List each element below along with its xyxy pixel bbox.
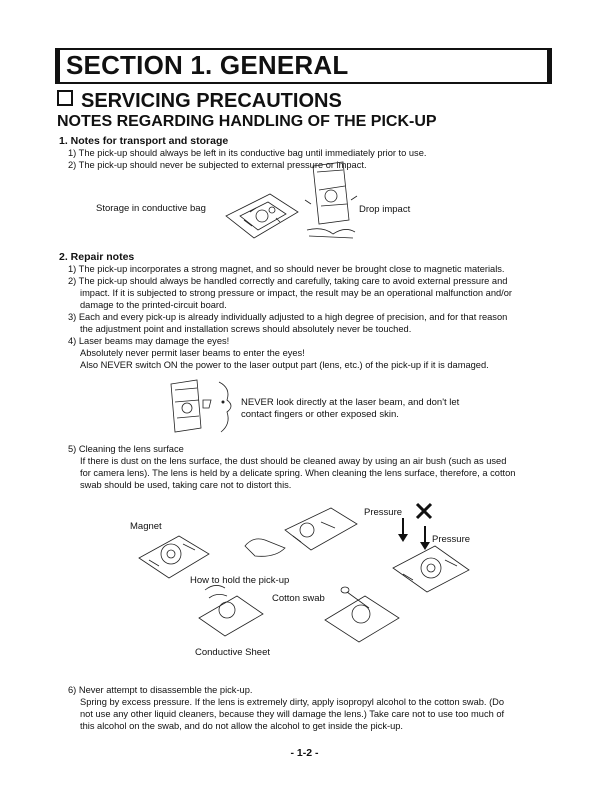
notes2-line-3: impact. If it is subjected to strong pressure or impact, the result may be an operational malfunction and/or: [80, 288, 513, 298]
notes1-line-2: 2) The pick-up should never be subjected to external pressure or impact.: [68, 160, 367, 170]
notes2-line-2: 2) The pick-up should always be handled correctly and carefully, taking care to avoid external pressure and: [68, 276, 508, 286]
section-title: SECTION 1. GENERAL: [66, 50, 349, 80]
laser-warning-illustration: [165, 378, 239, 434]
notes2-line-5: 3) Each and every pick-up is already individually adjusted to a high degree of precision, and for that reason: [68, 312, 508, 322]
final-line-3: not use any other liquid cleaners, because they will damage the lens.) Take care not to use too much of: [80, 709, 505, 719]
final-line-1: 6) Never attempt to disassemble the pick-up.: [68, 685, 253, 695]
notes2-line-8: Absolutely never permit laser beams to enter the eyes!: [80, 348, 305, 358]
notes2-line-7: 4) Laser beams may damage the eyes!: [68, 336, 230, 346]
label-cotton-swab: Cotton swab: [272, 593, 325, 604]
caption-storage: Storage in conductive bag: [96, 203, 206, 214]
heading: [57, 90, 342, 113]
clean-line-3: for camera lens). The lens is held by a delicate spring. When cleaning the lens surface, therefore, a cotton: [80, 468, 516, 478]
label-how-to-hold: How to hold the pick-up: [190, 575, 290, 586]
clean-line-4: swab should be used, taking care not to distort this.: [80, 480, 292, 490]
subheading: NOTES REGARDING HANDLING OF THE PICK-UP: [57, 113, 437, 130]
heading-text: SERVICING PRECAUTIONS: [81, 90, 342, 112]
caption-drop: Drop impact: [359, 204, 411, 215]
label-pressure-2: Pressure: [432, 534, 471, 545]
notes2-line-1: 1) The pick-up incorporates a strong magnet, and so should never be brought close to magnetic materials.: [68, 264, 505, 274]
label-magnet: Magnet: [130, 521, 162, 532]
pickup-in-bag-illustration: [222, 186, 302, 244]
notes1-line-1: 1) The pick-up should always be left in its conductive bag until immediately prior to use.: [68, 148, 427, 158]
drop-impact-illustration: [303, 160, 359, 242]
laser-caption-2: contact fingers or other exposed skin.: [241, 409, 399, 420]
laser-caption-1: NEVER look directly at the laser beam, and don't let: [241, 397, 460, 408]
clean-line-1: 5) Cleaning the lens surface: [68, 444, 184, 454]
label-conductive-sheet: Conductive Sheet: [195, 647, 270, 658]
page-number: - 1-2 -: [290, 747, 319, 759]
cleaning-illustration: [135, 500, 475, 660]
notes2-line-4: damage to the printed-circuit board.: [80, 300, 227, 310]
notes2-line-6: the adjustment point and installation screws should absolutely never be touched.: [80, 324, 412, 334]
final-line-4: this alcohol on the swab, and do not allow the alcohol to get inside the pick-up.: [80, 721, 404, 731]
notes1-title: 1. Notes for transport and storage: [59, 135, 229, 147]
final-line-2: Spring by excess pressure. If the lens is extremely dirty, apply isopropyl alcohol to the cotton swab. (Do: [80, 697, 505, 707]
checkbox-square-icon: [57, 90, 73, 106]
notes2-line-9: Also NEVER switch ON the power to the laser output part (lens, etc.) of the pick-up if it is damaged.: [80, 360, 489, 370]
label-pressure-1: Pressure: [364, 507, 403, 518]
notes2-title: 2. Repair notes: [59, 251, 135, 263]
clean-line-2: If there is dust on the lens surface, the dust should be cleaned away by using an air bush (such as used: [80, 456, 507, 466]
